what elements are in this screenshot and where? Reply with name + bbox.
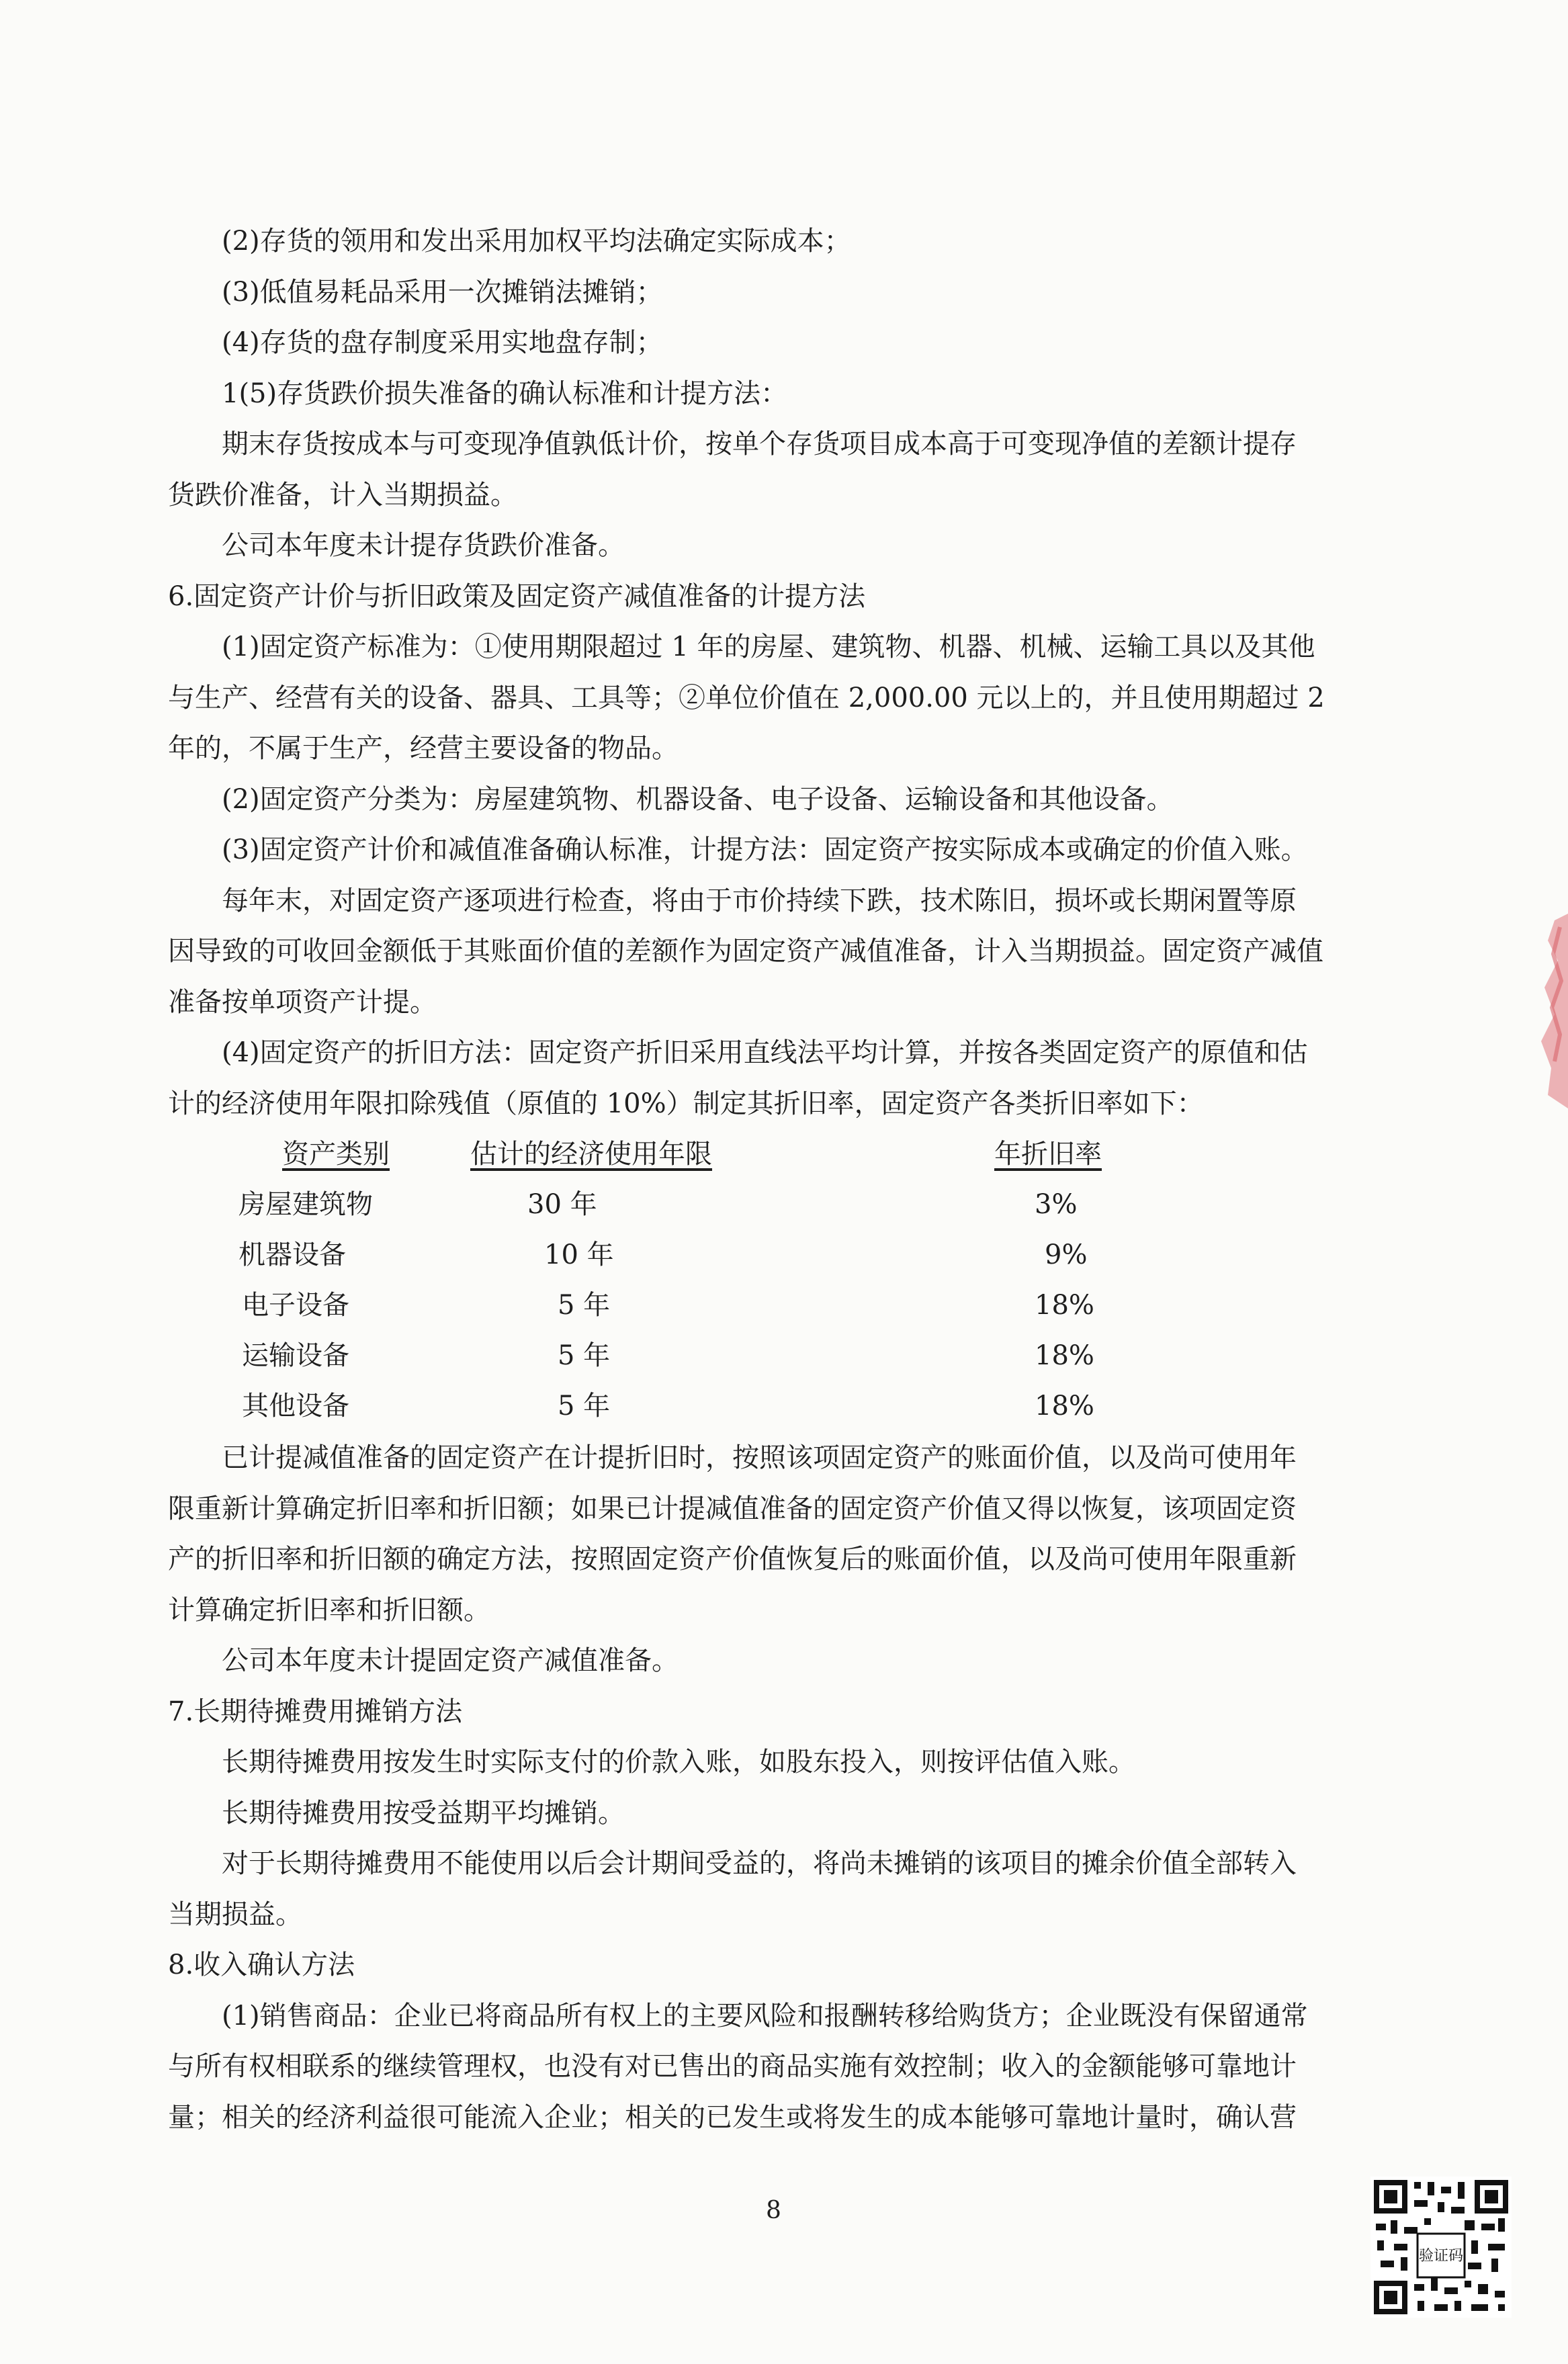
- fixed-asset-standard-line1: (1)固定资产标准为：①使用期限超过 1 年的房屋、建筑物、机器、机械、运输工具以及其他: [222, 631, 1315, 662]
- row-years: 5 年: [558, 1391, 611, 1421]
- fixed-asset-standard-line3: 年的，不属于生产，经营主要设备的物品。: [168, 733, 679, 764]
- stamp-fragment-icon: [1534, 914, 1568, 1108]
- impaired-asset-depreciation-line4: 计算确定折旧率和折旧额。: [168, 1594, 490, 1626]
- inventory-impairment-heading: 1(5)存货跌价损失准备的确认标准和计提方法：: [222, 378, 788, 409]
- section8-heading: 8.收入确认方法: [168, 1950, 355, 1980]
- low-value-consumables: (3)低值易耗品采用一次摊销法摊销；: [222, 276, 663, 308]
- inventory-impairment-line1: 期末存货按成本与可变现净值孰低计价，按单个存货项目成本高于可变现净值的差额计提存: [222, 429, 1297, 459]
- table-row: [168, 1230, 1391, 1280]
- deferred-expense-line2: 长期待摊费用按受益期平均摊销。: [222, 1797, 625, 1829]
- inventory-impairment-line2: 货跌价准备，计入当期损益。: [168, 479, 517, 511]
- depreciation-table: [168, 1129, 1391, 1421]
- page-number: 8: [766, 2197, 781, 2224]
- fixed-asset-standard-line2: 与生产、经营有关的设备、器具、工具等；②单位价值在 2,000.00 元以上的，并且使用期超过 2: [168, 682, 1325, 713]
- table-row: [168, 1180, 1391, 1230]
- revenue-recognition-line1: (1)销售商品：企业已将商品所有权上的主要风险和报酬转移给购货方；企业既没有保留通常: [222, 2000, 1308, 2031]
- fixed-asset-impairment-line1: 每年末，对固定资产逐项进行检查，将由于市价持续下跌，技术陈旧，损坏或长期闲置等原: [222, 885, 1297, 916]
- deferred-expense-line1: 长期待摊费用按发生时实际支付的价款入账，如股东投入，则按评估值入账。: [222, 1747, 1135, 1778]
- header-years: 估计的经济使用年限: [470, 1139, 712, 1170]
- table-row: [168, 1331, 1391, 1381]
- row-years: 5 年: [558, 1290, 611, 1321]
- fixed-asset-valuation: (3)固定资产计价和减值准备确认标准，计提方法：固定资产按实际成本或确定的价值入账。: [222, 834, 1308, 865]
- row-rate: 18%: [1035, 1340, 1094, 1371]
- header-category: 资产类别: [282, 1139, 390, 1170]
- row-category: 其他设备: [242, 1391, 349, 1421]
- revenue-recognition-line3: 量；相关的经济利益很可能流入企业；相关的已发生或将发生的成本能够可靠地计量时，确认营: [168, 2101, 1297, 2133]
- depreciation-method-line1: (4)固定资产的折旧方法：固定资产折旧采用直线法平均计算，并按各类固定资产的原值和估: [222, 1037, 1308, 1068]
- section6-heading: 6.固定资产计价与折旧政策及固定资产减值准备的计提方法: [168, 580, 866, 612]
- row-rate: 18%: [1035, 1290, 1094, 1321]
- table-row: [168, 1280, 1391, 1331]
- inventory-count-system: (4)存货的盘存制度采用实地盘存制；: [222, 327, 663, 358]
- fixed-asset-impairment-line3: 准备按单项资产计提。: [168, 986, 437, 1018]
- row-years: 5 年: [558, 1340, 611, 1371]
- qr-code-icon: [1370, 2177, 1512, 2318]
- row-category: 房屋建筑物: [238, 1189, 373, 1220]
- inventory-issue-method: (2)存货的领用和发出采用加权平均法确定实际成本；: [222, 226, 851, 257]
- body-text: [168, 216, 1391, 2143]
- table-row: [168, 1381, 1391, 1432]
- inventory-impairment-none: 公司本年度未计提存货跌价准备。: [222, 530, 625, 561]
- revenue-recognition-line2: 与所有权相联系的继续管理权，也没有对已售出的商品实施有效控制；收入的金额能够可靠地计: [168, 2051, 1297, 2082]
- table-header-row: [168, 1129, 1391, 1180]
- row-years: 10 年: [544, 1239, 614, 1270]
- row-category: 运输设备: [242, 1340, 349, 1371]
- impaired-asset-depreciation-line1: 已计提减值准备的固定资产在计提折旧时，按照该项固定资产的账面价值，以及尚可使用年: [222, 1442, 1297, 1473]
- section7-heading: 7.长期待摊费用摊销方法: [168, 1696, 463, 1727]
- row-category: 机器设备: [238, 1239, 346, 1270]
- fixed-asset-classification: (2)固定资产分类为：房屋建筑物、机器设备、电子设备、运输设备和其他设备。: [222, 783, 1174, 815]
- row-rate: 3%: [1035, 1189, 1078, 1220]
- impaired-asset-depreciation-line3: 产的折旧率和折旧额的确定方法，按照固定资产价值恢复后的账面价值，以及尚可使用年限重新: [168, 1544, 1297, 1575]
- header-rate: 年折旧率: [994, 1139, 1102, 1170]
- deferred-expense-line4: 当期损益。: [168, 1898, 302, 1930]
- qr-label: 验证码: [1418, 2248, 1464, 2265]
- depreciation-method-line2: 计的经济使用年限扣除残值（原值的 10%）制定其折旧率，固定资产各类折旧率如下：: [168, 1088, 1204, 1119]
- fixed-asset-impairment-line2: 因导致的可收回金额低于其账面价值的差额作为固定资产减值准备，计入当期损益。固定资产减值: [168, 936, 1323, 967]
- row-category: 电子设备: [242, 1290, 349, 1321]
- impaired-asset-depreciation-line2: 限重新计算确定折旧率和折旧额；如果已计提减值准备的固定资产价值又得以恢复，该项固定资: [168, 1493, 1297, 1524]
- fixed-asset-impairment-none: 公司本年度未计提固定资产减值准备。: [222, 1645, 679, 1676]
- deferred-expense-line3: 对于长期待摊费用不能使用以后会计期间受益的，将尚未摊销的该项目的摊余价值全部转入: [222, 1848, 1297, 1879]
- row-rate: 18%: [1035, 1391, 1094, 1421]
- row-rate: 9%: [1045, 1239, 1088, 1270]
- row-years: 30 年: [527, 1189, 597, 1220]
